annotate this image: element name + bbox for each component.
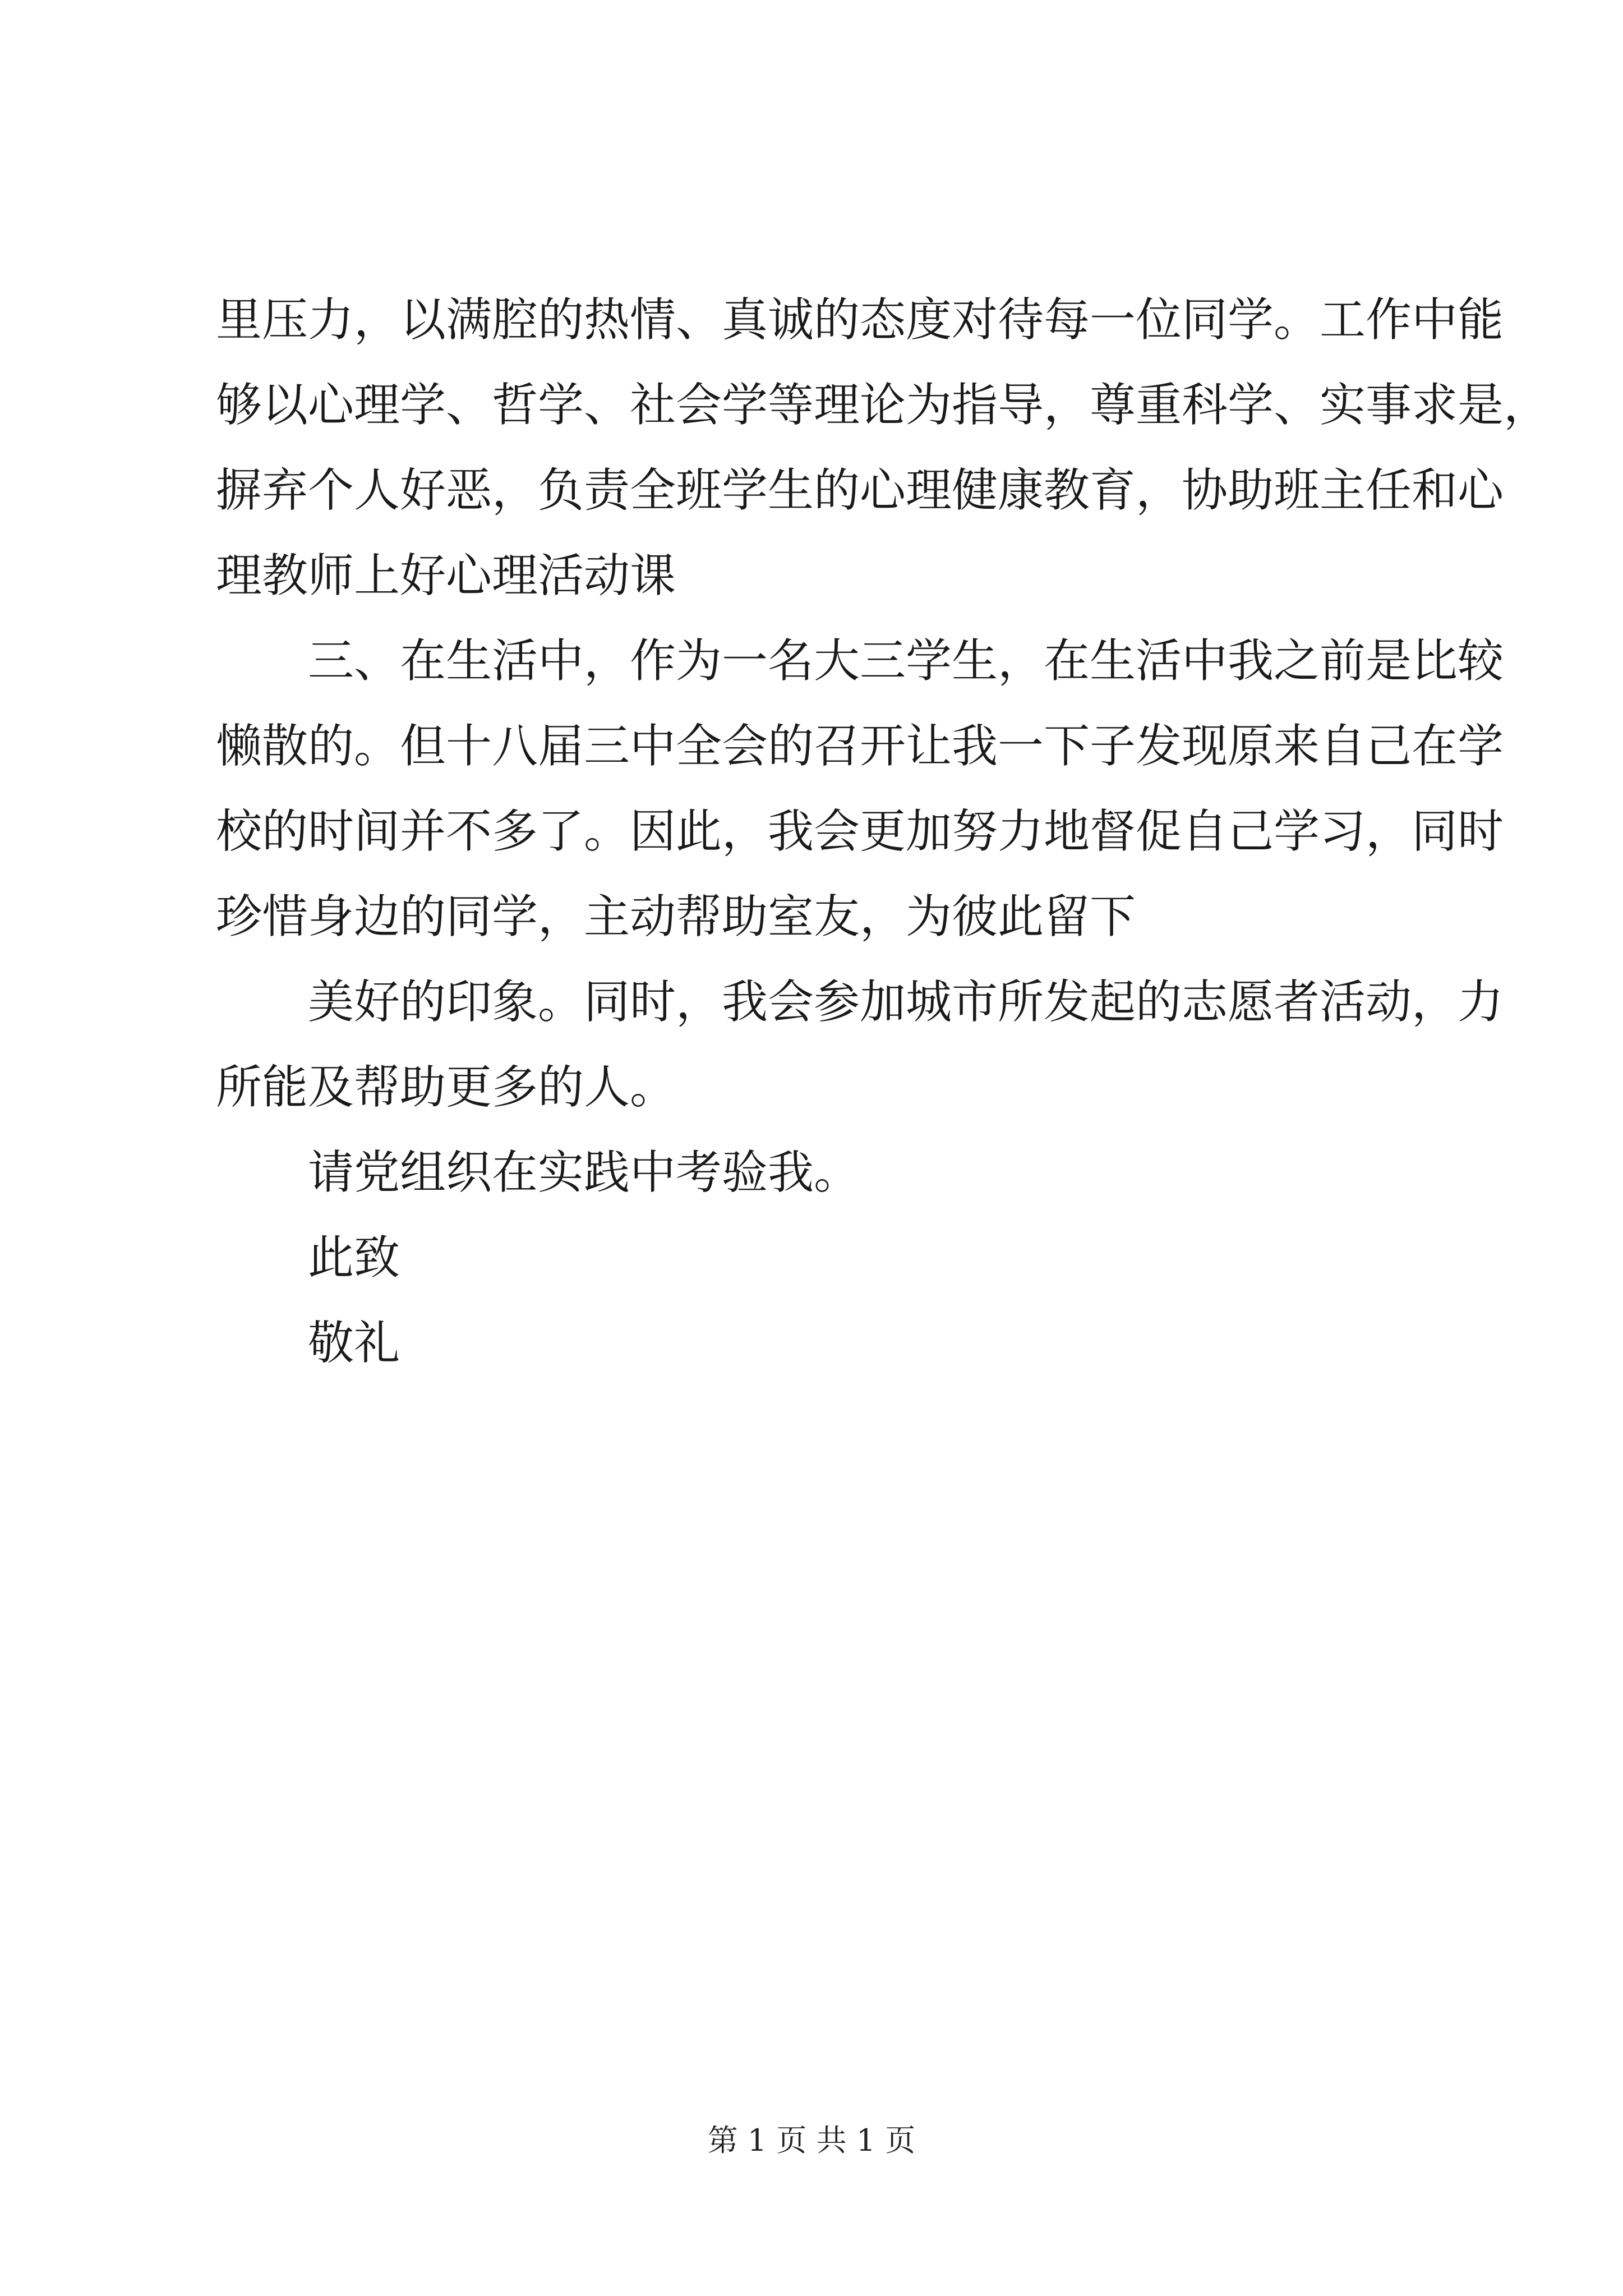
paragraph-line: 三、在生活中，作为一名大三学生，在生活中我之前是比较 bbox=[308, 634, 1504, 688]
body-line: 懒散的。但十八届三中全会的召开让我一下子发现原来自己在学 bbox=[216, 720, 1504, 773]
body-line: 珍惜身边的同学，主动帮助室友，为彼此留下 bbox=[216, 890, 1136, 944]
closing-line: 敬礼 bbox=[308, 1317, 400, 1370]
body-line: 校的时间并不多了。因此，我会更加努力地督促自己学习，同时 bbox=[216, 805, 1504, 858]
body-line: 够以心理学、哲学、社会学等理论为指导，尊重科学、实事求是， bbox=[216, 379, 1550, 432]
body-line: 摒弃个人好恶，负责全班学生的心理健康教育，协助班主任和心 bbox=[216, 464, 1504, 517]
page-footer: 第 1 页 共 1 页 bbox=[707, 2123, 916, 2158]
paragraph-line: 请党组织在实践中考验我。 bbox=[308, 1146, 860, 1199]
body-line: 理教师上好心理活动课 bbox=[216, 549, 676, 602]
paragraph-line: 美好的印象。同时，我会参加城市所发起的志愿者活动，力 bbox=[308, 976, 1504, 1029]
body-line: 所能及帮助更多的人。 bbox=[216, 1061, 676, 1114]
body-line: 里压力，以满腔的热情、真诚的态度对待每一位同学。工作中能 bbox=[216, 293, 1504, 347]
closing-line: 此致 bbox=[308, 1231, 400, 1285]
